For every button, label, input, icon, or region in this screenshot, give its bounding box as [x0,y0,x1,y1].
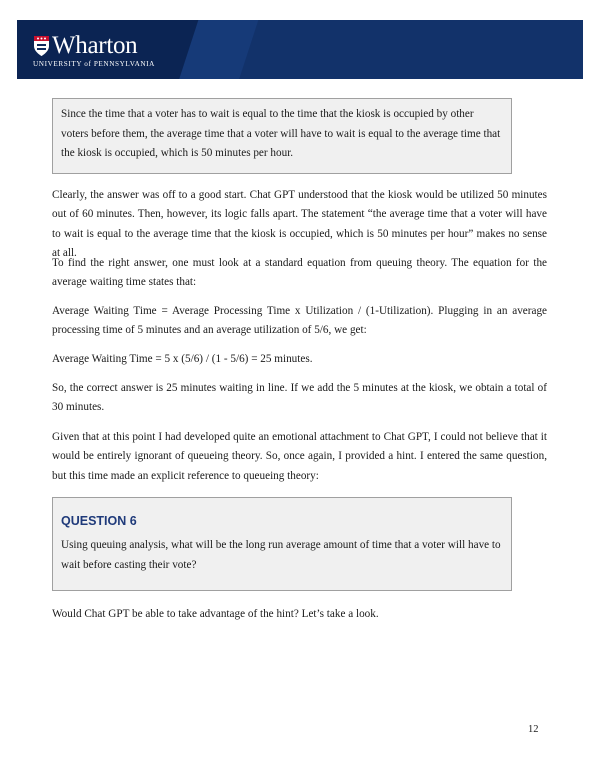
wordmark: Wharton [52,32,138,59]
paragraph-1: Clearly, the answer was off to a good start. Chat GPT understood that the kiosk would be utilized 50 minutes out of 60 minutes. Then, however, its logic falls apart. The statement “the average time that a voter will have to wait is equal to the average time that the kiosk is occupied, which is 50 minutes per hour” makes no sense at all. [52,189,547,259]
chatgpt-response-box [52,98,512,174]
university-subtitle: UNIVERSITY of PENNSYLVANIA [33,60,155,68]
paragraph-3: Average Waiting Time = Average Processing Time x Utilization / (1-Utilization). Plugging in an average processing time of 5 minutes and an average utilization of 5/6, we get: [52,305,547,337]
wharton-logo [33,32,193,72]
question-text: Using queuing analysis, what will be the long run average amount of time that a voter will have to wait before casting their vote? [61,539,501,571]
response-text: Since the time that a voter has to wait is equal to the time that the kiosk is occupied by other voters before them, the average time that a voter will have to wait is equal to the average time that the kiosk is occupied, which is 50 minutes per hour. [61,108,501,159]
header-banner [17,20,583,79]
paragraph-5: So, the correct answer is 25 minutes waiting in line. If we add the 5 minutes at the kiosk, we obtain a total of 30 minutes. [52,382,547,414]
penn-shield-icon [33,35,50,57]
question-box [52,497,512,591]
question-heading: QUESTION 6 [61,514,137,528]
paragraph-2: To find the right answer, one must look at a standard equation from queuing theory. The equation for the average waiting time states that: [52,257,547,289]
closing-paragraph: Would Chat GPT be able to take advantage of the hint? Let’s take a look. [52,608,379,620]
banner-right-panel [217,20,583,79]
paragraph-4: Average Waiting Time = 5 x (5/6) / (1 - 5/6) = 25 minutes. [52,353,313,365]
paragraph-6: Given that at this point I had developed quite an emotional attachment to Chat GPT, I could not believe that it would be entirely ignorant of queueing theory. So, once again, I provided a hint. I entered the same question, but this time made an explicit reference to queueing theory: [52,431,547,482]
page-number: 12 [528,724,539,735]
